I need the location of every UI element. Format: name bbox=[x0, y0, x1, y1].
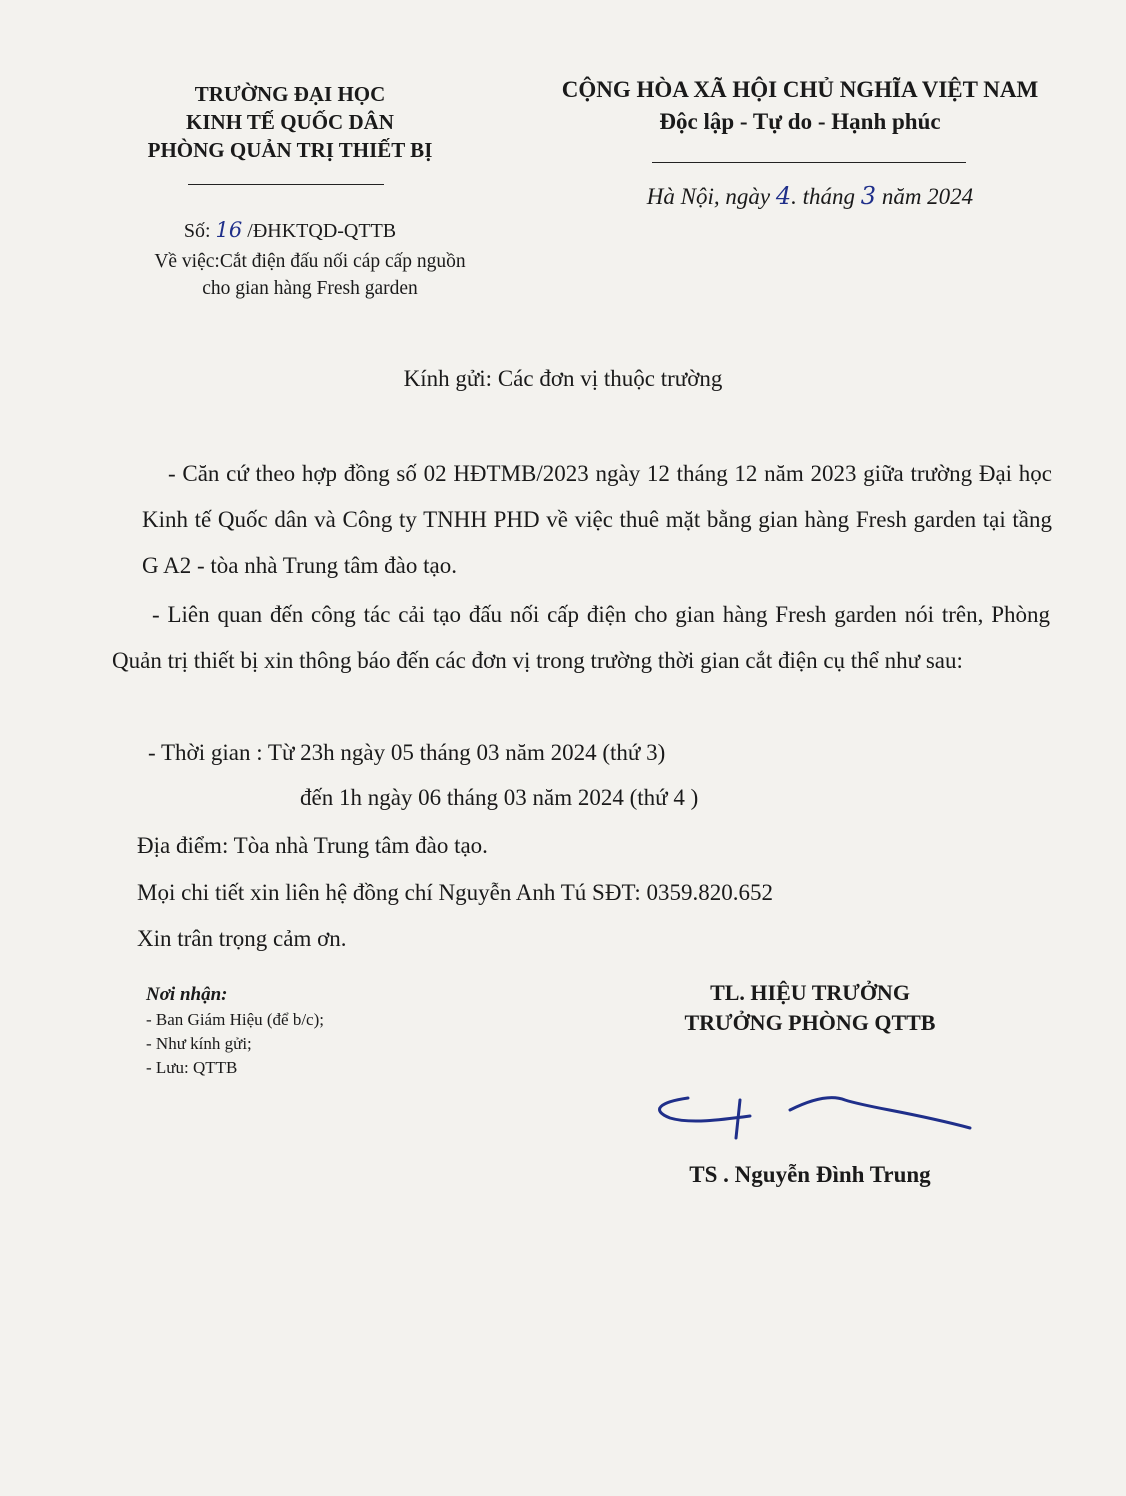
handwritten-signature bbox=[640, 1080, 980, 1150]
date-line: Hà Nội, ngày 4. tháng 3 năm 2024 bbox=[646, 182, 974, 210]
date-month: 3 bbox=[860, 182, 877, 210]
time-line-1: - Thời gian : Từ 23h ngày 05 tháng 03 năm 2024 (thứ 3) bbox=[148, 740, 666, 765]
date-day: 4 bbox=[775, 182, 792, 210]
signer-name: TS . Nguyễn Đình Trung bbox=[689, 1162, 931, 1187]
recipient-item: - Lưu: QTTB bbox=[146, 1058, 238, 1077]
doc-number-suffix: /ĐHKTQD-QTTB bbox=[247, 220, 397, 242]
thanks-line: Xin trân trọng cảm ơn. bbox=[137, 926, 347, 951]
date-prefix: Hà Nội, ngày bbox=[646, 184, 771, 209]
issuer-header bbox=[110, 80, 470, 164]
date-month-label: tháng bbox=[802, 184, 856, 209]
issuer-divider bbox=[188, 184, 384, 185]
subject-line-1: Về việc:Cắt điện đấu nối cáp cấp nguồn bbox=[154, 251, 466, 272]
national-header bbox=[520, 74, 1080, 138]
signature-title bbox=[640, 978, 980, 1038]
recipient-item: - Như kính gửi; bbox=[146, 1034, 252, 1053]
time-line-2: đến 1h ngày 06 tháng 03 năm 2024 (thứ 4 ) bbox=[300, 785, 699, 810]
recipient-item: - Ban Giám Hiệu (để b/c); bbox=[146, 1010, 324, 1029]
subject bbox=[110, 248, 510, 302]
recipients-title: Nơi nhận: bbox=[146, 984, 228, 1005]
paragraph-text: - Liên quan đến công tác cải tạo đấu nối cấp điện cho gian hàng Fresh garden nói trên, Phòng Quản trị thiết bị xin thông báo đến các đơn vị trong trường thời gian cắt điện cụ thể như sau: bbox=[112, 602, 1050, 673]
contact-line: Mọi chi tiết xin liên hệ đồng chí Nguyễn Anh Tú SĐT: 0359.820.652 bbox=[137, 880, 773, 905]
national-divider bbox=[652, 162, 966, 163]
subject-line-2: cho gian hàng Fresh garden bbox=[202, 278, 418, 299]
salutation: Kính gửi: Các đơn vị thuộc trường bbox=[403, 366, 723, 391]
issuer-line-2: KINH TẾ QUỐC DÂN bbox=[186, 110, 394, 134]
doc-number-value: 16 bbox=[215, 218, 243, 242]
signature-title-line-2: TRƯỞNG PHÒNG QTTB bbox=[684, 1010, 936, 1035]
issuer-line-1: TRƯỜNG ĐẠI HỌC bbox=[194, 82, 386, 106]
body-paragraph-1 bbox=[142, 451, 1052, 589]
location-line: Địa điểm: Tòa nhà Trung tâm đào tạo. bbox=[137, 833, 488, 858]
issuer-line-3: PHÒNG QUẢN TRỊ THIẾT BỊ bbox=[147, 138, 433, 162]
national-title: CỘNG HÒA XÃ HỘI CHỦ NGHĨA VIỆT NAM bbox=[561, 77, 1039, 102]
body-paragraph-2 bbox=[112, 592, 1050, 684]
recipients bbox=[146, 982, 466, 1080]
national-motto: Độc lập - Tự do - Hạnh phúc bbox=[659, 109, 941, 134]
paragraph-text: - Căn cứ theo hợp đồng số 02 HĐTMB/2023 ngày 12 tháng 12 năm 2023 giữa trường Đại học Kinh tế Quốc dân và Công ty TNHH PHD về việc thuê mặt bằng gian hàng Fresh garden tại tầng G A2 - tòa nhà Trung tâm đào tạo. bbox=[142, 461, 1052, 578]
doc-number-label: Số: bbox=[183, 220, 211, 242]
date-year: năm 2024 bbox=[881, 184, 974, 209]
document-number bbox=[110, 218, 470, 243]
signature-title-line-1: TL. HIỆU TRƯỞNG bbox=[710, 980, 910, 1005]
